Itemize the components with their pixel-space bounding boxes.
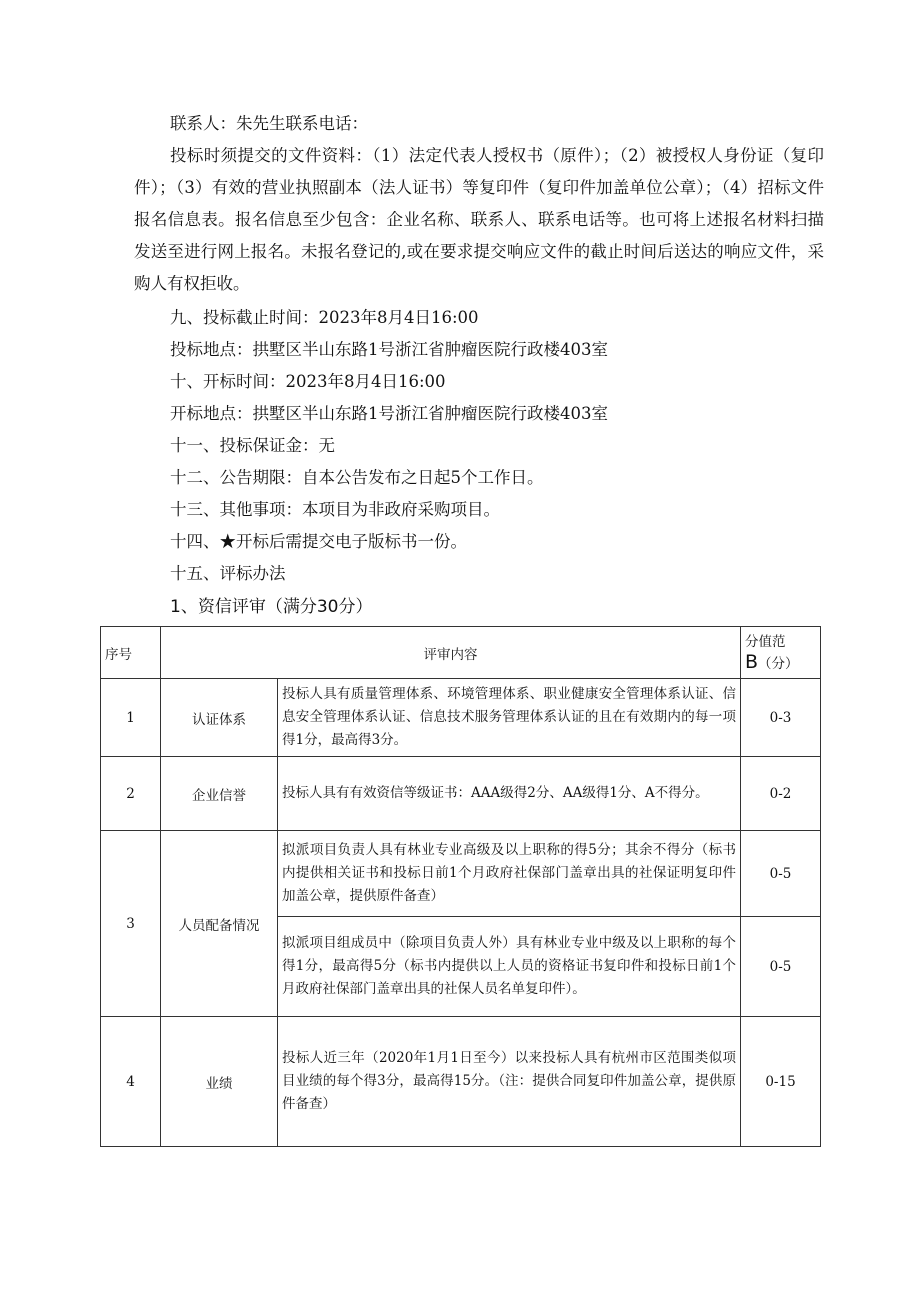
- deadline-line: 九、投标截止时间：2023年8月4日16:00: [170, 308, 479, 327]
- header-range: [741, 627, 821, 679]
- row-no: 3: [101, 831, 161, 1017]
- other-matters-line: 十三、其他事项：本项目为非政府采购项目。: [170, 500, 500, 519]
- contact-line: 联系人：朱先生联系电话：: [170, 114, 368, 133]
- table-row: [101, 1017, 821, 1147]
- row-name: 认证体系: [161, 679, 278, 757]
- row-name: 人员配备情况: [161, 831, 278, 1017]
- table-row: [101, 679, 821, 757]
- row-content: 投标人近三年（2020年1月1日至今）以来投标人具有杭州市区范围类似项目业绩的每个得3分，最高得15分。（注：提供合同复印件加盖公章，提供原件备查）: [278, 1017, 741, 1147]
- evaluation-table: [100, 626, 821, 1147]
- opening-time-line: 十、开标时间：2023年8月4日16:00: [170, 372, 446, 391]
- evaluation-method-line: 十五、评标办法: [170, 564, 286, 583]
- row-content: 拟派项目负责人具有林业专业高级及以上职称的得5分；其余不得分（标书内提供相关证书和投标日前1个月政府社保部门盖章出具的社保证明复印件加盖公章，提供原件备查）: [278, 831, 741, 917]
- row-range: 0-2: [741, 757, 821, 831]
- row-no: 2: [101, 757, 161, 831]
- header-range-line1: 分值范: [745, 633, 786, 650]
- header-content: 评审内容: [161, 627, 741, 679]
- row-content: 投标人具有有效资信等级证书：AAA级得2分、AA级得1分、A不得分。: [278, 757, 741, 831]
- row-range-secondary: 0-5: [741, 917, 821, 1017]
- header-range-b: B: [745, 650, 759, 673]
- deposit-line: 十一、投标保证金：无: [170, 436, 335, 455]
- row-name: 企业信誉: [161, 757, 278, 831]
- electronic-bid-line: 十四、★开标后需提交电子版标书一份。: [170, 532, 467, 551]
- section-title: 1、资信评审（满分30分）: [170, 597, 373, 617]
- documents-paragraph: 投标时须提交的文件资料：（1）法定代表人授权书（原件）；（2）被授权人身份证（复印件）；（3）有效的营业执照副本（法人证书）等复印件（复印件加盖单位公章）；（4）招标文件报名信息表。报名信息至少包含：企业名称、联系人、联系电话等。也可将上述报名材料扫描发送至进行网上报名。未报名登记的,或在要求提交响应文件的截止时间后送达的响应文件，采购人有权拒收。: [134, 146, 824, 293]
- row-range: 0-3: [741, 679, 821, 757]
- row-no: 1: [101, 679, 161, 757]
- table-row: [101, 831, 821, 917]
- bid-location-line: 投标地点：拱墅区半山东路1号浙江省肿瘤医院行政楼403室: [170, 340, 608, 359]
- row-range: 0-15: [741, 1017, 821, 1147]
- header-no: 序号: [101, 627, 161, 679]
- row-no: 4: [101, 1017, 161, 1147]
- table-header-row: [101, 627, 821, 679]
- row-name: 业绩: [161, 1017, 278, 1147]
- opening-location-line: 开标地点：拱墅区半山东路1号浙江省肿瘤医院行政楼403室: [170, 404, 608, 423]
- table-row: [101, 757, 821, 831]
- row-range: 0-5: [741, 831, 821, 917]
- header-range-line2: （分）: [758, 655, 799, 672]
- row-content-secondary: 拟派项目组成员中（除项目负责人外）具有林业专业中级及以上职称的每个得1分，最高得5分（标书内提供以上人员的资格证书复印件和投标日前1个月政府社保部门盖章出具的社保人员名单复印件）。: [278, 917, 741, 1017]
- row-content: 投标人具有质量管理体系、环境管理体系、职业健康安全管理体系认证、信息安全管理体系认证、信息技术服务管理体系认证的且在有效期内的每一项得1分，最高得3分。: [278, 679, 741, 757]
- notice-period-line: 十二、公告期限：自本公告发布之日起5个工作日。: [170, 468, 544, 487]
